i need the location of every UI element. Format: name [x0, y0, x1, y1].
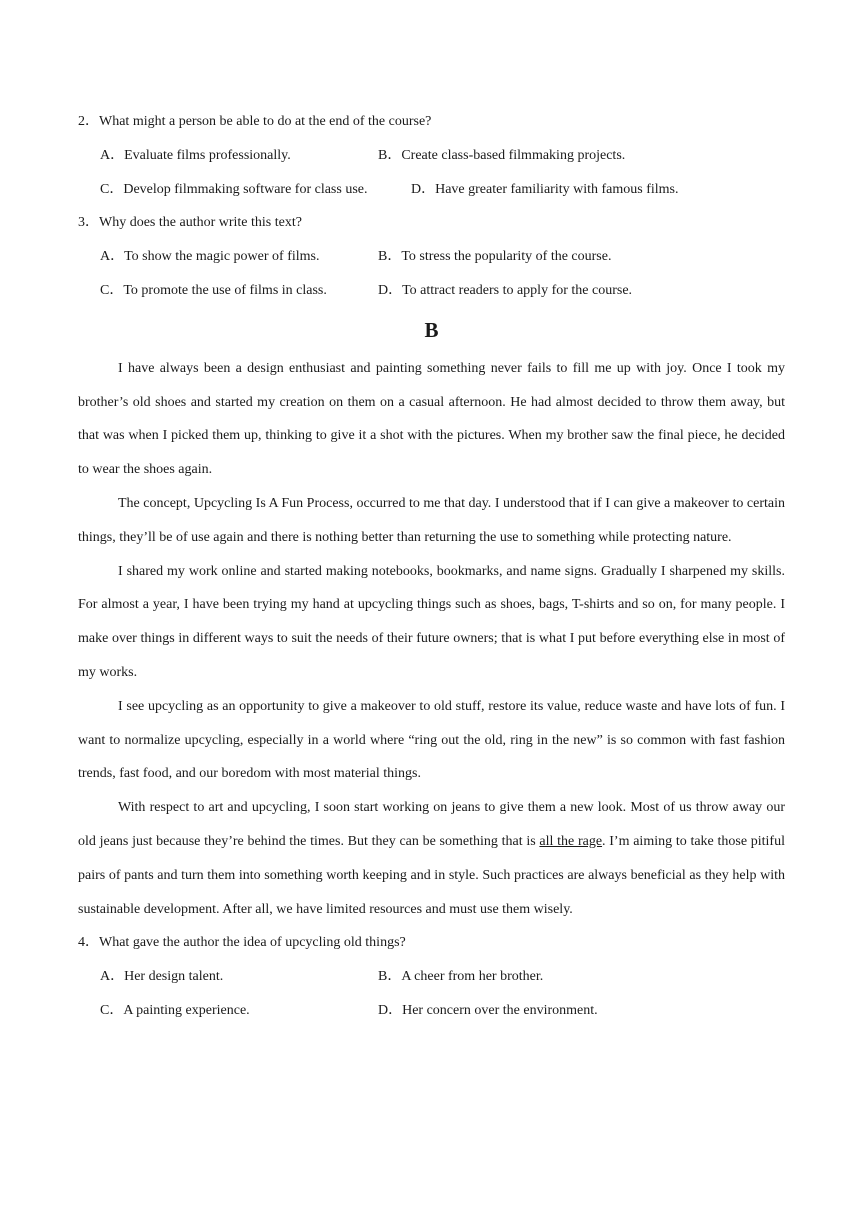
section-b-title: B: [424, 317, 439, 342]
question-3-option-a[interactable]: A．To show the magic power of films.: [100, 249, 320, 265]
question-4-option-d[interactable]: D．Her concern over the environment.: [378, 1002, 598, 1018]
question-2-option-c[interactable]: C．Develop filmmaking software for class use.: [100, 181, 368, 197]
question-4-stem: 4．What gave the author the idea of upcycling old things?: [78, 935, 406, 951]
question-3-stem: 3．Why does the author write this text?: [78, 215, 302, 231]
paragraph-text: I shared my work online and started making notebooks, bookmarks, and name signs. Gradually I sharpened my skills. For almost a year, I have been trying my hand at upcycling things such as shoes, bags, T-shirts and so on, for many people. I make over things in different ways to suit the needs of their future owners; that is what I put before everything else in most of my works.: [78, 563, 785, 680]
question-4-options-row-1: [78, 960, 785, 994]
question-3-option-c[interactable]: C．To promote the use of films in class.: [100, 282, 327, 298]
section-b-paragraph-2: [78, 487, 785, 555]
paragraph-text: The concept, Upcycling Is A Fun Process, occurred to me that day. I understood that if I can give a makeover to certain things, they’ll be of use again and there is nothing better than returning the use to something while protecting nature.: [78, 495, 785, 545]
paragraph-text-before: With respect to art and upcycling, I soon start working on jeans to give them a new look. Most of us throw away our old jeans just because they’re behind the times. But they can be something that is: [78, 800, 785, 849]
question-2-stem: 2．What might a person be able to do at the end of the course?: [78, 114, 432, 129]
question-4-option-b[interactable]: B．A cheer from her brother.: [378, 969, 544, 985]
document-page: [78, 105, 785, 1028]
question-3-options-row-2: [78, 274, 785, 308]
paragraph-text: I see upcycling as an opportunity to give a makeover to old stuff, restore its value, reduce waste and have lots of fun. I want to normalize upcycling, especially in a world where “ring out the old, ring in the new” is so common with fast fashion trends, fast food, and our boredom with most material things.: [78, 698, 785, 782]
question-2-options-row-2: [78, 173, 785, 207]
question-2-option-d[interactable]: D．Have greater familiarity with famous films.: [411, 181, 679, 197]
question-2-options-row-1: [78, 139, 785, 173]
section-b-paragraph-4: [78, 690, 785, 791]
section-b-paragraph-5: [78, 791, 785, 926]
paragraph-text-after: . I’m aiming to take those pitiful pairs of pants and turn them into something worth keeping and in style. Such practices are always beneficial as they help with sustainable development. After all, we have limited resources and must use them wisely.: [78, 833, 785, 917]
question-3-option-d[interactable]: D．To attract readers to apply for the course.: [378, 282, 633, 298]
question-4-option-a[interactable]: A．Her design talent.: [100, 969, 224, 985]
section-b-paragraph-3: [78, 555, 785, 690]
question-3-options-row-1: [78, 240, 785, 274]
paragraph-text: I have always been a design enthusiast and painting something never fails to fill me up with joy. Once I took my brother’s old shoes and started my creation on them on a casual afternoon. He had almost decided to throw them away, but that was when I picked them up, thinking to give it a shot with the pictures. When my brother saw the final piece, he decided to wear the shoes again.: [78, 360, 785, 478]
question-4-option-c[interactable]: C．A painting experience.: [100, 1002, 250, 1018]
question-3-option-b[interactable]: B．To stress the popularity of the course.: [378, 249, 612, 265]
underlined-phrase: all the rage: [539, 833, 603, 849]
section-b-paragraph-1: [78, 352, 785, 487]
question-4-options-row-2: [78, 994, 785, 1028]
question-2-option-b[interactable]: B．Create class-based filmmaking projects.: [378, 147, 626, 163]
question-2-option-a[interactable]: A．Evaluate films professionally.: [100, 147, 291, 163]
